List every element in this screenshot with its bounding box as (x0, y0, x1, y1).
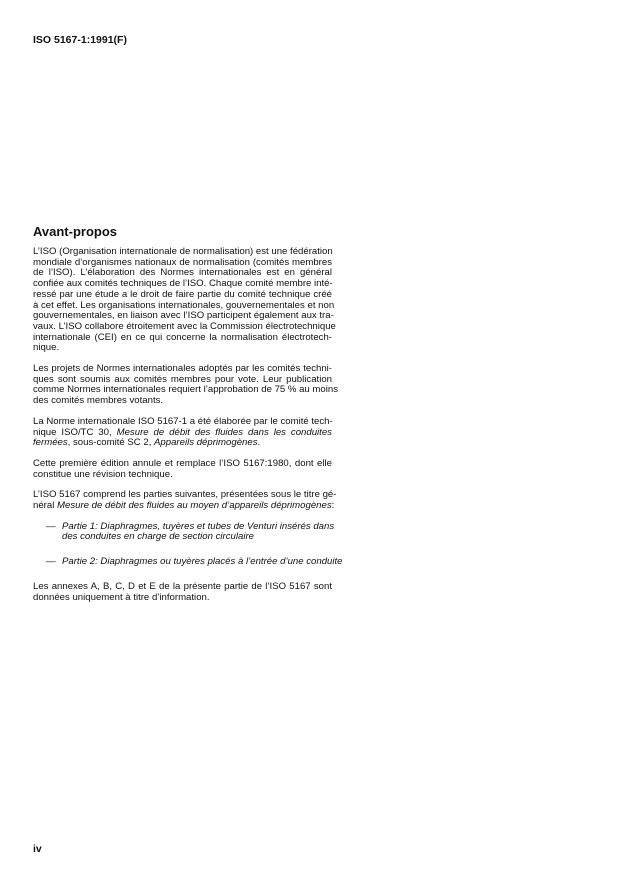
text-run: vaux. L’ISO collabore étroitement avec la Commission électrotechnique (33, 320, 336, 332)
text-run: mondiale d’organismes nationaux de normalisation (comités membres (33, 256, 332, 268)
text-run: nique ISO/TC 30, (33, 426, 117, 438)
text-run: , sous-comité SC 2, (67, 437, 155, 449)
closing-paragraph (33, 582, 332, 603)
text-run: des comités membres votants. (33, 395, 164, 407)
italic-text: Appareils déprimogènes (154, 437, 258, 449)
page-number: iv (33, 843, 42, 855)
text-run: : (331, 500, 335, 512)
italic-text: Mesure de débit des fluides au moyen d’appareils déprimogènes (57, 500, 332, 512)
text-line (33, 500, 335, 512)
paragraph (33, 489, 337, 512)
paragraph (33, 417, 332, 449)
text-run: de l’ISO). L’élaboration des Normes internationales est en général (33, 267, 332, 279)
text-run: nique. (33, 342, 60, 354)
paragraph (33, 459, 332, 480)
list-item (33, 520, 335, 543)
text-run: Les annexes A, B, C, D et E de la présente partie de l’ISO 5167 sont (33, 580, 332, 592)
text-run: ressé par une étude a le droit de faire partie du comité technique créé (33, 288, 332, 300)
text-line (33, 470, 332, 481)
italic-text: Partie 2: Diaphragmes ou tuyères placés à l’entrée d’une conduite (62, 556, 343, 568)
italic-text: des conduites en charge de section circulaire (62, 531, 254, 543)
text-line (33, 438, 332, 449)
italic-text: fermées (33, 437, 68, 449)
text-run: données uniquement à titre d’information. (33, 591, 210, 603)
text-run: à cet effet. Les organisations internationales, gouvernementales et non (33, 299, 335, 311)
text-run: L’ISO (Organisation internationale de normalisation) est une fédération (33, 246, 333, 257)
text-line (33, 593, 332, 604)
text-run: confiée aux comités techniques de l’ISO. Chaque comité membre inté- (33, 278, 333, 290)
text-run: Les projets de Normes internationales adoptés par les comités techni- (33, 363, 332, 375)
italic-text: Partie 1: Diaphragmes, tuyères et tubes de Venturi insérés dans (62, 520, 335, 532)
text-run: ques sont soumis aux comités membres pour vote. Leur publication (33, 373, 332, 385)
text-line (62, 532, 332, 543)
text-run: La Norme internationale ISO 5167-1 a été élaborée par le comité tech- (33, 415, 333, 427)
paragraph (33, 246, 336, 354)
text-line (62, 556, 343, 568)
text-line (33, 343, 332, 354)
text-run: comme Normes internationales requiert l’approbation de 75 % au moins (33, 384, 339, 396)
foreword-body (33, 246, 343, 613)
text-run: néral (33, 500, 57, 512)
dash-bullet: — (46, 520, 56, 532)
text-run: . (257, 437, 261, 449)
list-item (33, 556, 343, 568)
text-run: Cette première édition annule et remplace l’ISO 5167:1980, dont elle (33, 457, 332, 469)
italic-text: Mesure de débit des fluides dans les conduites (116, 426, 332, 438)
text-run: internationale (CEI) en ce qui concerne la normalisation électrotech- (33, 331, 332, 343)
text-run: L’ISO 5167 comprend les parties suivantes, présentées sous le titre gé- (33, 489, 337, 501)
dash-bullet: — (46, 556, 56, 568)
paragraphs (33, 246, 339, 512)
parts-list (33, 520, 343, 568)
document-id: ISO 5167-1:1991(F) (33, 34, 127, 46)
text-line (33, 396, 332, 407)
paragraph (33, 363, 339, 407)
section-title: Avant-propos (33, 224, 118, 239)
text-run: constitue une révision technique. (33, 468, 173, 480)
text-line (33, 333, 332, 344)
text-run: gouvernementales, en liaison avec l’ISO participent également aux tra- (33, 310, 334, 322)
